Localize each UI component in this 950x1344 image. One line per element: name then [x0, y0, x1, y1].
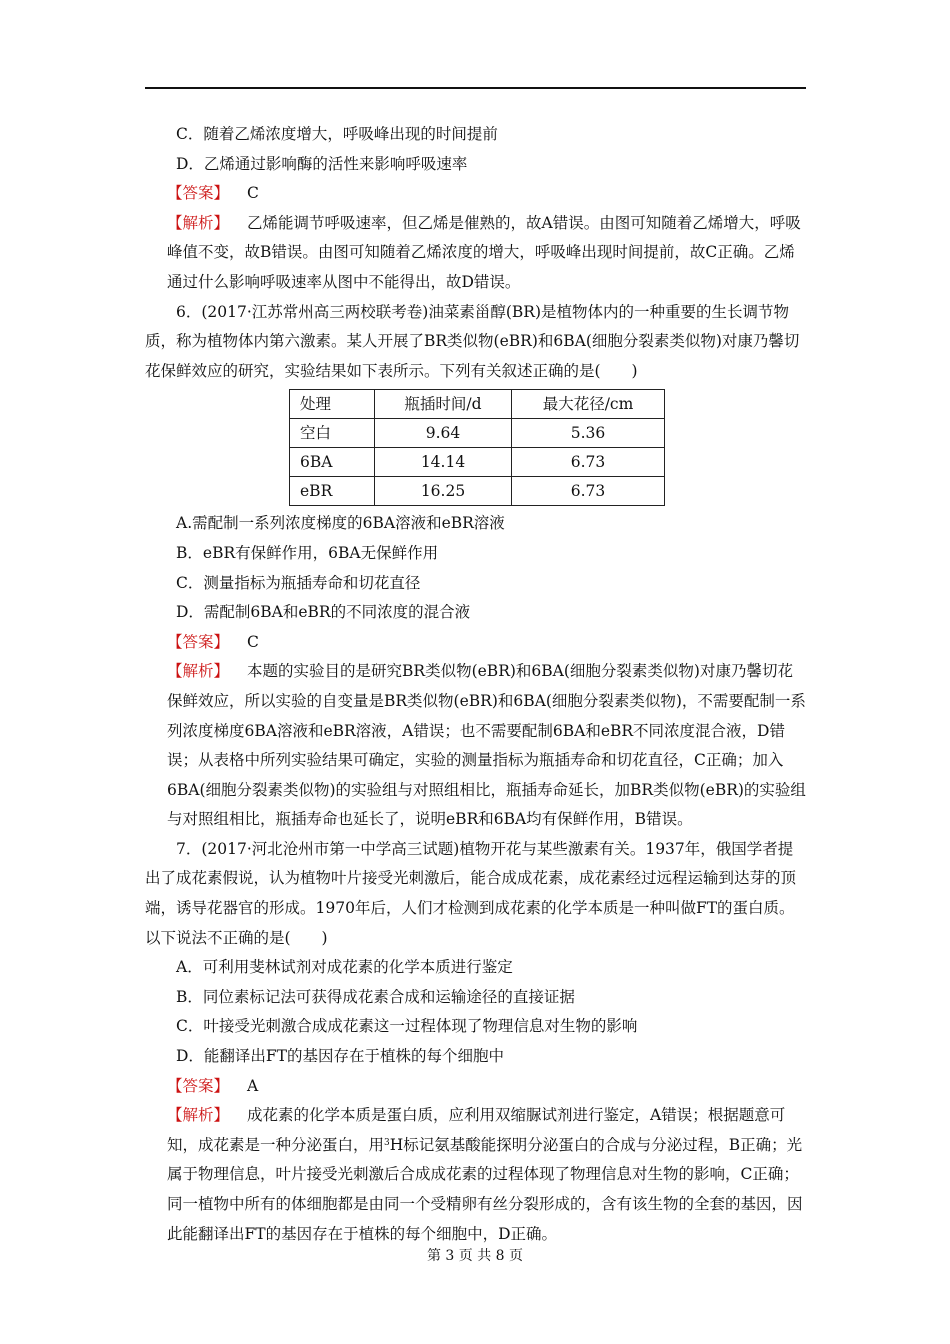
analysis-tag: 【解析】 — [167, 213, 230, 232]
answer-tag: 【答案】 — [167, 184, 230, 203]
q5-option-c: C．随着乙烯浓度增大，呼吸峰出现的时间提前 — [176, 125, 498, 143]
analysis-text-start: 成花素的化学本质是蛋白质，应利用双缩脲试剂进行鉴定，A错误；根据题意可知，成花素是一种分泌蛋白，用 — [167, 1106, 786, 1154]
q5-answer — [145, 179, 807, 209]
q7-option-b: B．同位素标记法可获得成花素合成和运输途径的直接证据 — [176, 987, 575, 1006]
answer-tag: 【答案】 — [167, 1076, 230, 1095]
table-cell: 9.64 — [375, 419, 512, 448]
table-header: 最大花径/cm — [512, 390, 665, 419]
table-cell: 5.36 — [512, 419, 665, 448]
analysis-text: 本题的实验目的是研究BR类似物(eBR)和6BA(细胞分裂素类似物)对康乃馨切花保鲜效应，所以实验的自变量是BR类似物(eBR)和6BA(细胞分裂素类似物)，不需要配制一系列浓度梯度6BA溶液和eBR溶液，A错误；也不需要配制6BA和eBR不同浓度混合液，D错误；从表格中所列实验结果可确定，实验的测量指标为瓶插寿命和切花直径，C正确；加入6BA(细胞分裂素类似物)的实验组与对照组相比，瓶插寿命延长，加BR类似物(eBR)的实验组与对照组相比，瓶插寿命也延长了，说明eBR和6BA均有保鲜作用，B错误。 — [167, 662, 806, 829]
q6-analysis — [145, 657, 807, 835]
answer-value: A — [247, 1076, 259, 1095]
q6-option-b: B．eBR有保鲜作用，6BA无保鲜作用 — [176, 543, 439, 562]
header-rule — [145, 87, 806, 89]
table-header: 处理 — [290, 390, 375, 419]
page-number-footer: 第 3 页 共 8 页 — [426, 1248, 524, 1264]
analysis-text: 乙烯能调节呼吸速率，但乙烯是催熟的，故A错误。由图可知随着乙烯增大，呼吸峰值不变，故B错误。由图可知随着乙烯浓度的增大，呼吸峰出现时间提前，故C正确。乙烯通过什么影响呼吸速率从图中不能得出，故D错误。 — [167, 213, 801, 291]
table-cell: 14.14 — [375, 448, 512, 477]
q6-option-c: C．测量指标为瓶插寿命和切花直径 — [176, 573, 421, 592]
q7-analysis — [145, 1101, 807, 1249]
table-row — [290, 448, 665, 477]
q5-analysis — [145, 209, 807, 298]
q5-option-d: D．乙烯通过影响酶的活性来影响呼吸速率 — [176, 154, 468, 173]
table-header-row — [290, 390, 665, 419]
analysis-tag: 【解析】 — [167, 662, 230, 681]
isotope-superscript: 3 — [384, 1137, 390, 1148]
q6-option-a: A.需配制一系列浓度梯度的6BA溶液和eBR溶液 — [176, 514, 505, 533]
answer-tag: 【答案】 — [167, 632, 230, 651]
table-cell: 空白 — [290, 419, 375, 448]
q6-option-d: D．需配制6BA和eBR的不同浓度的混合液 — [176, 603, 471, 622]
answer-value: C — [247, 632, 259, 651]
analysis-tag: 【解析】 — [167, 1106, 230, 1125]
q7-option-d: D．能翻译出FT的基因存在于植株的每个细胞中 — [176, 1047, 505, 1066]
q6-answer — [145, 628, 807, 658]
answer-value: C — [247, 184, 259, 203]
table-cell: 6.73 — [512, 477, 665, 506]
q7-stem: 7．(2017·河北沧州市第一中学高三试题)植物开花与某些激素有关。1937年，俄国学者提出了成花素假说，认为植物叶片接受光刺激后，能合成成花素，成花素经过远程运输到达芽的顶端，诱导花器官的形成。1970年后，人们才检测到成花素的化学本质是一种叫做FT的蛋白质。以下说法不正确的是( ) — [145, 839, 797, 947]
q7-option-a: A．可利用斐林试剂对成花素的化学本质进行鉴定 — [176, 958, 513, 977]
table-row — [290, 419, 665, 448]
page-content — [145, 120, 807, 1249]
q6-stem: 6．(2017·江苏常州高三两校联考卷)油菜素甾醇(BR)是植物体内的一种重要的生长调节物质，称为植物体内第六激素。某人开展了BR类似物(eBR)和6BA(细胞分裂素类似物)对康乃馨切花保鲜效应的研究，实验结果如下表所示。下列有关叙述正确的是( ) — [145, 302, 800, 380]
table-header: 瓶插时间/d — [375, 390, 512, 419]
table-cell: 6.73 — [512, 448, 665, 477]
analysis-text-end: H标记氨基酸能探明分泌蛋白的合成与分泌过程，B正确；光属于物理信息，叶片接受光刺激后合成成花素的过程体现了物理信息对生物的影响，C正确；同一植物中所有的体细胞都是由同一个受精卵有丝分裂形成的，含有该生物的全套的基因，因此能翻译出FT的基因存在于植株的每个细胞中，D正确。 — [167, 1135, 803, 1243]
table-cell: 6BA — [290, 448, 375, 477]
table-cell: 16.25 — [375, 477, 512, 506]
results-table — [289, 389, 665, 506]
q7-option-c: C．叶接受光刺激合成成花素这一过程体现了物理信息对生物的影响 — [176, 1017, 638, 1036]
table-cell: eBR — [290, 477, 375, 506]
q7-answer — [145, 1072, 807, 1102]
table-row — [290, 477, 665, 506]
